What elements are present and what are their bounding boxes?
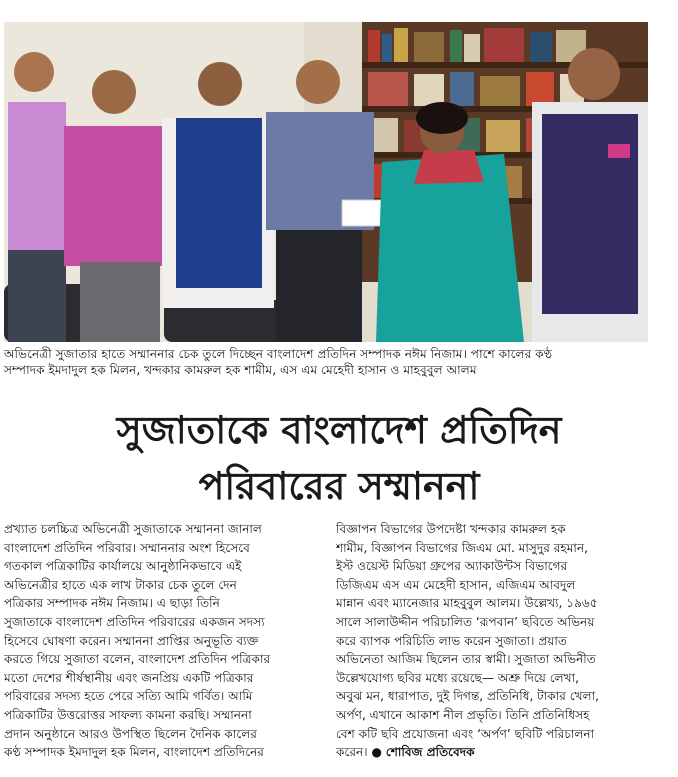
body-line: বাংলাদেশ প্রতিদিন পরিবার। সম্মাননার অংশ হিসেবে: [4, 540, 250, 555]
body-line: সালে সালাউদ্দীন পরিচালিত ‘রূপবান’ ছবিতে অভিনয়: [336, 614, 595, 629]
caption-line: সম্পাদক ইমদাদুল হক মিলন, খন্দকার কামরুল হক শামীম, এস এম মেহেদী হাসান ও মাহবুবুল আলম: [4, 363, 477, 377]
group-photo-icon: [4, 22, 648, 342]
caption-line: অভিনেত্রী সুজাতার হাতে সম্মাননার চেক তুলে দিচ্ছেন বাংলাদেশ প্রতিদিন সম্পাদক নঈম নিজাম। পাশে কালের কণ্ঠ: [4, 347, 553, 361]
body-line: করেন।: [336, 745, 368, 760]
body-line: গতকাল পত্রিকাটির কার্যালয়ে আনুষ্ঠানিকভাবে এই: [4, 559, 242, 574]
body-last-line: [336, 743, 658, 762]
news-photo: [4, 22, 648, 342]
body-line: প্রদান অনুষ্ঠানে আরও উপস্থিত ছিলেন দৈনিক কালের: [4, 726, 257, 741]
body-line: সুজাতাকে বাংলাদেশ প্রতিদিন পরিবারের একজন সদস্য: [4, 614, 265, 629]
body-line: অবুঝ মন, ধারাপাত, দুই দিগন্ত, প্রতিনিধি, টাকার খেলা,: [336, 689, 599, 704]
body-line: মতো দেশের শীর্ষস্থানীয় এবং জনপ্রিয় একটি পত্রিকার: [4, 670, 254, 685]
body-line: বিজ্ঞাপন বিভাগের উপদেষ্টা খন্দকার কামরুল হক: [336, 522, 566, 536]
body-line: ডিজিএম এস এম মেহেদী হাসান, এজিএম আবদুল: [336, 577, 576, 592]
headline-line-2: পরিবারের সম্মাননা: [198, 463, 480, 508]
body-line: অর্পণ, এখানে আকাশ নীল প্রভৃতি। তিনি প্রতিনিধিসহ: [336, 707, 590, 722]
body-line: করতে গিয়ে সুজাতা বলেন, বাংলাদেশ প্রতিদিন পত্রিকার: [4, 652, 271, 667]
body-line: কণ্ঠ সম্পাদক ইমদাদুল হক মিলন, বাংলাদেশ প্রতিদিনের: [4, 745, 264, 760]
body-line: পত্রিকাটির উত্তরোত্তর সাফল্য কামনা করছি। সম্মাননা: [4, 707, 252, 722]
body-line: অভিনেতা আজিম ছিলেন তার স্বামী। সুজাতা অভিনীত: [336, 652, 596, 667]
article-column-right: [336, 520, 658, 762]
body-line: উল্লেখযোগ্য ছবির মধ্যে রয়েছে— অশ্রু দিয়ে লেখা,: [336, 670, 579, 685]
body-line: পরিবারের সদস্য হতে পেরে সত্যি আমি গর্বিত। আমি: [4, 689, 253, 704]
byline: শোবিজ প্রতিবেদক: [385, 745, 475, 760]
body-line: প্রখ্যাত চলচ্চিত্র অভিনেত্রী সুজাতাকে সম্মাননা জানাল: [4, 522, 262, 536]
body-line: হিসেবে ঘোষণা করেন। সম্মাননা প্রাপ্তির অনুভূতি ব্যক্ত: [4, 633, 259, 648]
body-line: শামীম, বিজ্ঞাপন বিভাগের জিএম মো. মাসুদুর রহমান,: [336, 540, 588, 555]
body-line: মান্নান এবং ম্যানেজার মাহবুবুল আলম। উল্লেখ্য, ১৯৬৫: [336, 596, 598, 611]
body-line: ইস্ট ওয়েস্ট মিডিয়া গ্রুপের অ্যাকাউন্টস বিভাগের: [336, 559, 568, 574]
body-line: বেশ কটি ছবি প্রযোজনা এবং ‘অর্পণ’ ছবিটি পরিচালনা: [336, 726, 595, 741]
body-line: করে ব্যাপক পরিচিতি লাভ করেন সুজাতা। প্রয়াত: [336, 633, 567, 648]
bullet-icon: ●: [371, 745, 382, 760]
body-line: অভিনেত্রীর হাতে এক লাখ টাকার চেক তুলে দেন: [4, 577, 237, 592]
photo-caption: [4, 346, 654, 378]
article-column-left: [4, 520, 322, 762]
headline-line-1: সুজাতাকে বাংলাদেশ প্রতিদিন: [116, 407, 562, 452]
body-line: পত্রিকার সম্পাদক নঈম নিজাম। এ ছাড়া তিনি: [4, 596, 220, 611]
